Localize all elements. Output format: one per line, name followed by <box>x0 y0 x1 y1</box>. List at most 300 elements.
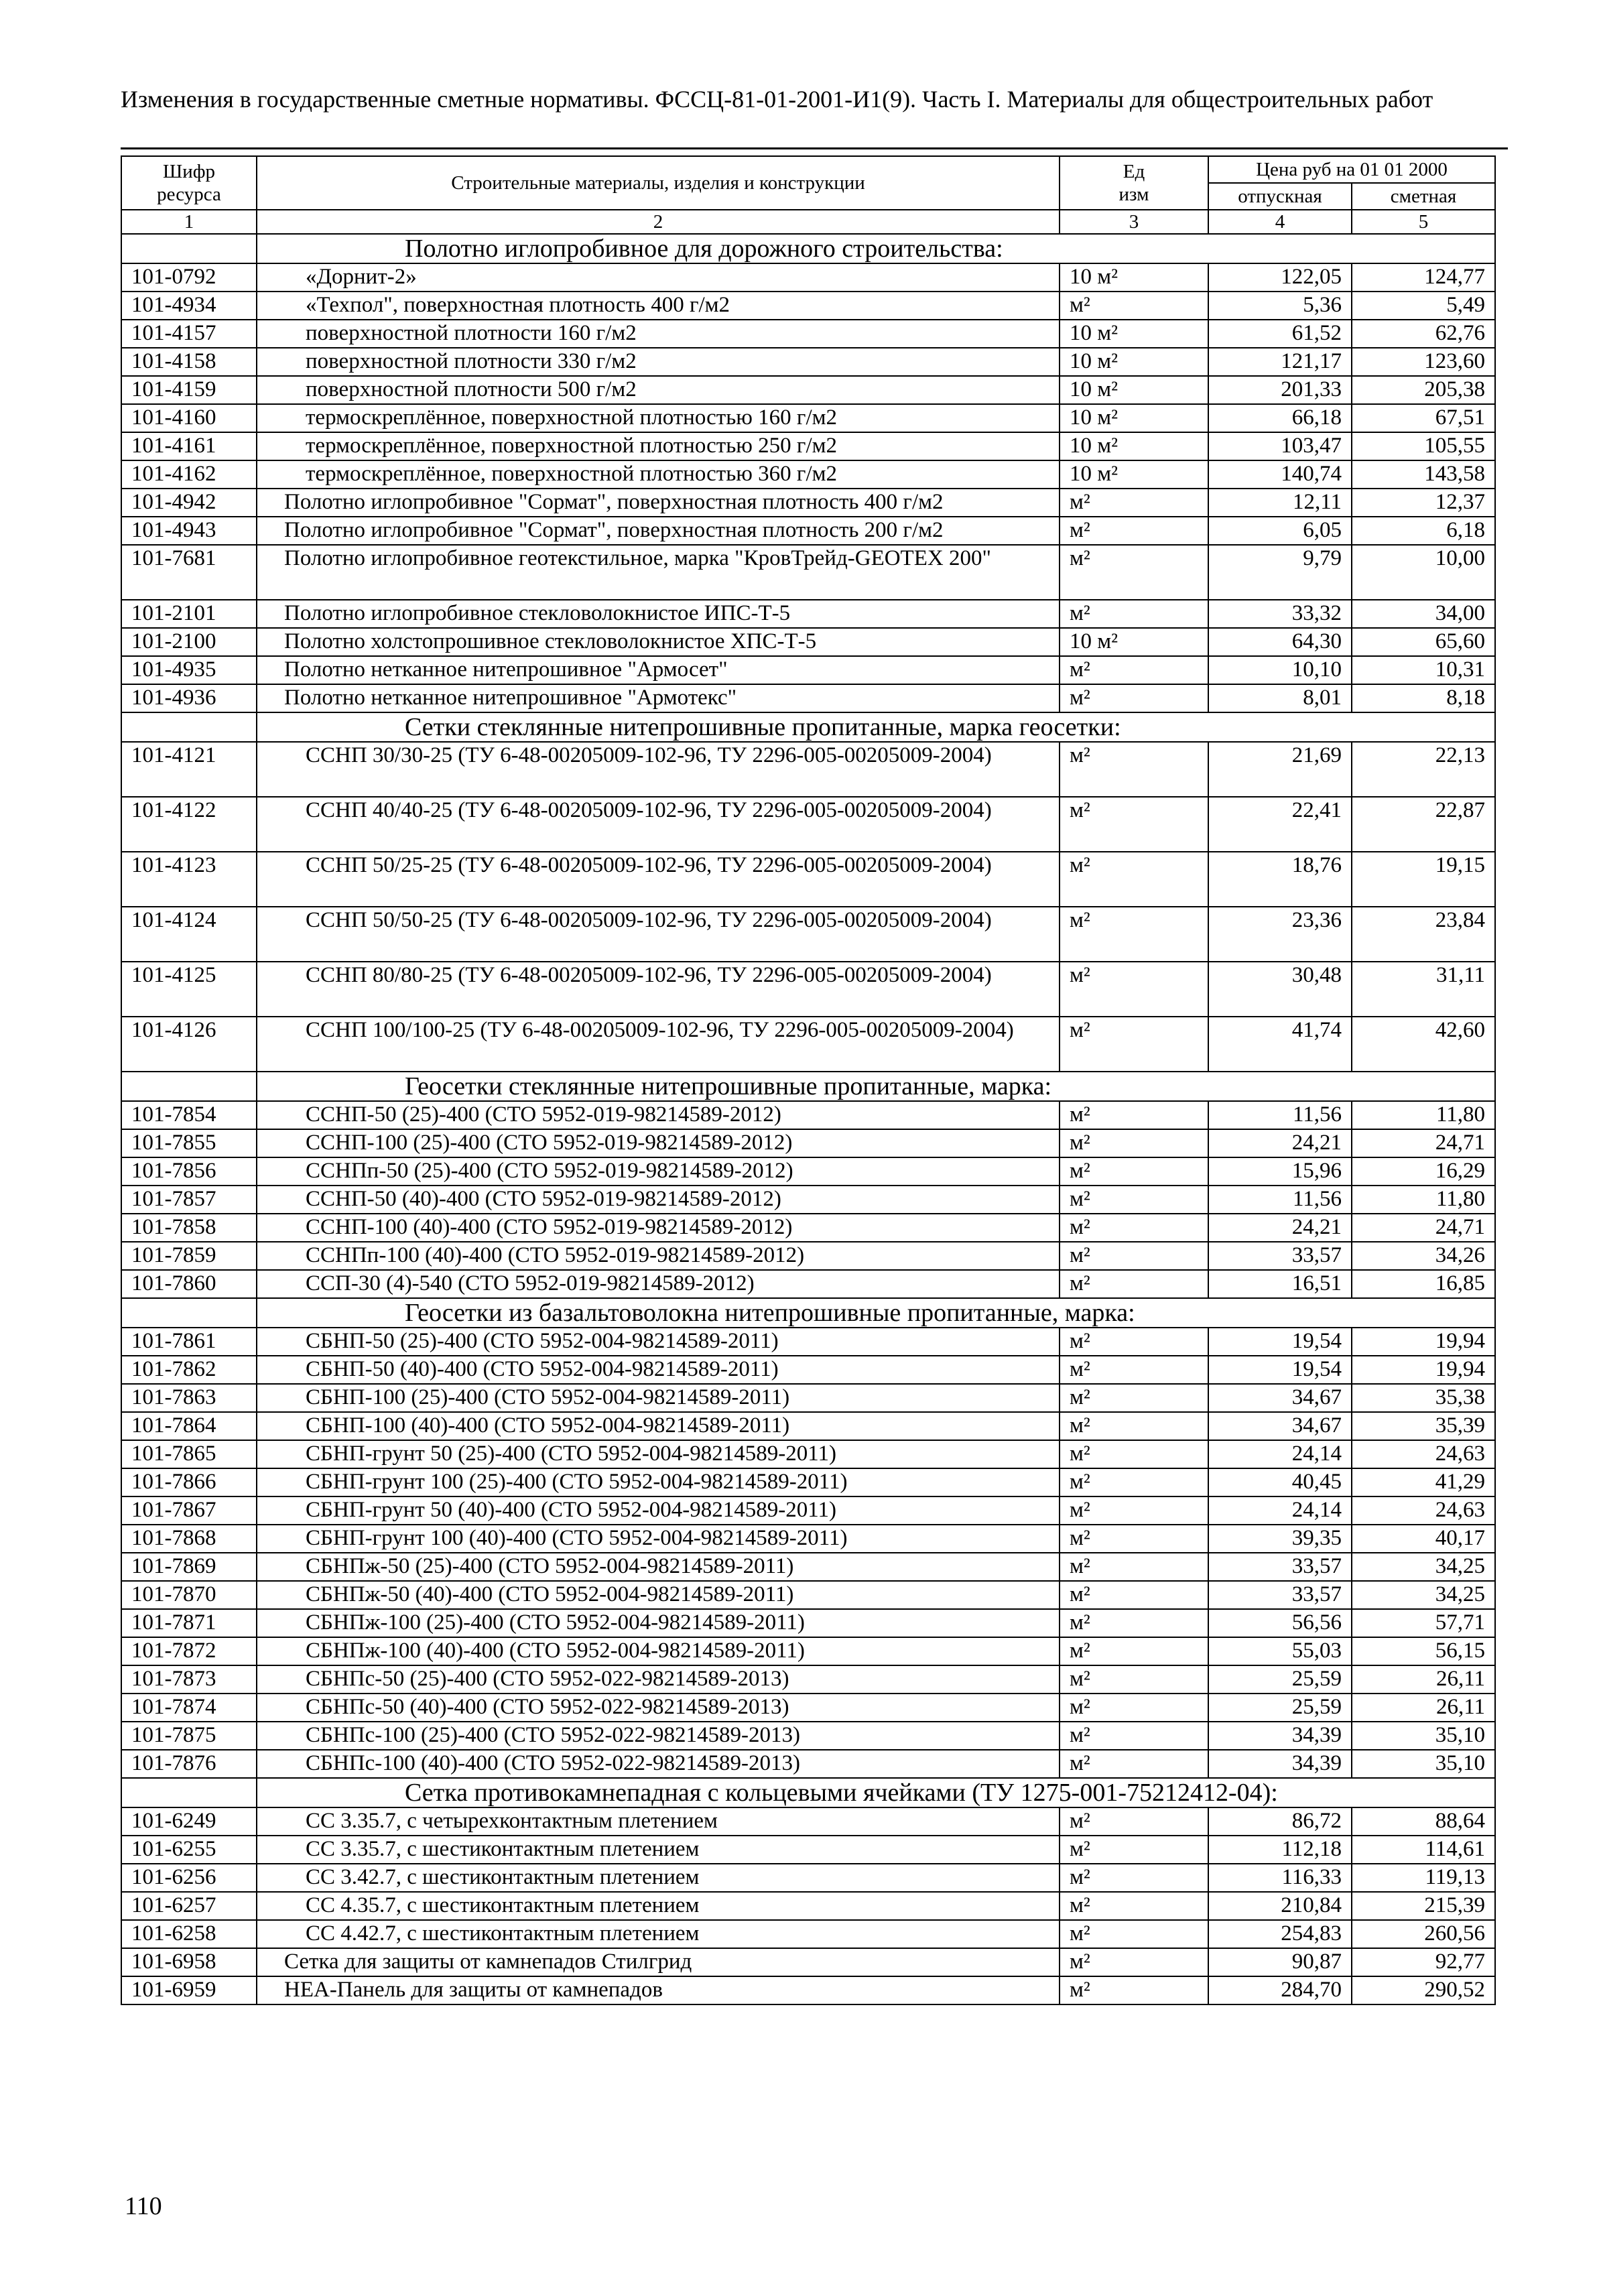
unit-cell: м² <box>1060 1242 1208 1270</box>
resource-code-cell: 101-7860 <box>121 1270 257 1298</box>
unit-cell: м² <box>1060 684 1208 712</box>
section-header-row <box>121 1298 1495 1328</box>
release-price-cell: 33,32 <box>1208 600 1352 628</box>
unit-cell: м² <box>1060 1525 1208 1553</box>
release-price-cell: 24,14 <box>1208 1440 1352 1468</box>
unit-cell: м² <box>1060 489 1208 517</box>
material-name-cell: СБНП-грунт 100 (40)-400 (СТО 5952-004-98214589-2011) <box>257 1525 1060 1553</box>
resource-code-cell: 101-4936 <box>121 684 257 712</box>
col-number-5: 5 <box>1352 210 1495 234</box>
section-empty-cell <box>121 1298 257 1328</box>
col-number-3: 3 <box>1060 210 1208 234</box>
unit-cell: м² <box>1060 1214 1208 1242</box>
estimate-price-cell: 42,60 <box>1352 1017 1495 1072</box>
unit-cell: м² <box>1060 1637 1208 1665</box>
estimate-price-cell: 123,60 <box>1352 348 1495 376</box>
release-price-cell: 55,03 <box>1208 1637 1352 1665</box>
table-row <box>121 1892 1495 1920</box>
release-price-cell: 254,83 <box>1208 1920 1352 1948</box>
estimate-price-cell: 215,39 <box>1352 1892 1495 1920</box>
resource-code-cell: 101-7856 <box>121 1157 257 1186</box>
col-header-price-release: отпускная <box>1208 183 1352 210</box>
release-price-cell: 24,21 <box>1208 1129 1352 1157</box>
estimate-price-cell: 5,49 <box>1352 292 1495 320</box>
estimate-price-cell: 34,00 <box>1352 600 1495 628</box>
unit-cell: м² <box>1060 545 1208 600</box>
resource-code-cell: 101-4934 <box>121 292 257 320</box>
material-name-cell: ССНП-50 (25)-400 (СТО 5952-019-98214589-2012) <box>257 1101 1060 1129</box>
estimate-price-cell: 11,80 <box>1352 1101 1495 1129</box>
unit-cell: м² <box>1060 656 1208 684</box>
estimate-price-cell: 26,11 <box>1352 1694 1495 1722</box>
col-header-code-line1: Шифр <box>162 161 216 182</box>
table-row <box>121 489 1495 517</box>
unit-cell: м² <box>1060 1722 1208 1750</box>
col-number-1: 1 <box>121 210 257 234</box>
unit-cell: м² <box>1060 852 1208 907</box>
release-price-cell: 33,57 <box>1208 1553 1352 1581</box>
table-row <box>121 1242 1495 1270</box>
resource-code-cell: 101-6959 <box>121 1976 257 2004</box>
material-name-cell: поверхностной плотности 500 г/м2 <box>257 376 1060 404</box>
material-name-cell: ССНП 30/30-25 (ТУ 6-48-00205009-102-96, ТУ 2296-005-00205009-2004) <box>257 742 1060 797</box>
material-name-cell: Полотно нетканное нитепрошивное "Армосет" <box>257 656 1060 684</box>
section-empty-cell <box>121 1072 257 1101</box>
resource-code-cell: 101-4158 <box>121 348 257 376</box>
table-row <box>121 1525 1495 1553</box>
release-price-cell: 22,41 <box>1208 797 1352 852</box>
unit-cell: м² <box>1060 1948 1208 1976</box>
table-row <box>121 1581 1495 1609</box>
table-row <box>121 1807 1495 1836</box>
resource-code-cell: 101-6255 <box>121 1836 257 1864</box>
estimate-price-cell: 11,80 <box>1352 1186 1495 1214</box>
col-header-price-estimate: сметная <box>1352 183 1495 210</box>
table-row <box>121 1440 1495 1468</box>
table-row <box>121 1468 1495 1496</box>
unit-cell: 10 м² <box>1060 404 1208 432</box>
material-name-cell: СБНПс-100 (40)-400 (СТО 5952-022-98214589-2013) <box>257 1750 1060 1778</box>
material-name-cell: СБНП-50 (40)-400 (СТО 5952-004-98214589-2011) <box>257 1356 1060 1384</box>
section-title: Геосетки из базальтоволокна нитепрошивные пропитанные, марка: <box>257 1298 1495 1328</box>
table-row <box>121 797 1495 852</box>
resource-code-cell: 101-7865 <box>121 1440 257 1468</box>
table-body <box>121 234 1495 2004</box>
unit-cell: м² <box>1060 1750 1208 1778</box>
resource-code-cell: 101-7858 <box>121 1214 257 1242</box>
release-price-cell: 5,36 <box>1208 292 1352 320</box>
release-price-cell: 61,52 <box>1208 320 1352 348</box>
estimate-price-cell: 12,37 <box>1352 489 1495 517</box>
table-row <box>121 1864 1495 1892</box>
release-price-cell: 64,30 <box>1208 628 1352 656</box>
release-price-cell: 140,74 <box>1208 460 1352 489</box>
material-name-cell: ССНП-100 (40)-400 (СТО 5952-019-98214589-2012) <box>257 1214 1060 1242</box>
material-name-cell: ССНП-100 (25)-400 (СТО 5952-019-98214589-2012) <box>257 1129 1060 1157</box>
release-price-cell: 284,70 <box>1208 1976 1352 2004</box>
resource-code-cell: 101-4159 <box>121 376 257 404</box>
resource-code-cell: 101-4942 <box>121 489 257 517</box>
resource-code-cell: 101-7862 <box>121 1356 257 1384</box>
unit-cell: м² <box>1060 1920 1208 1948</box>
section-empty-cell <box>121 712 257 742</box>
table-row <box>121 742 1495 797</box>
unit-cell: м² <box>1060 292 1208 320</box>
unit-cell: м² <box>1060 1384 1208 1412</box>
release-price-cell: 30,48 <box>1208 962 1352 1017</box>
section-title: Полотно иглопробивное для дорожного строительства: <box>257 234 1495 263</box>
release-price-cell: 24,14 <box>1208 1496 1352 1525</box>
material-name-cell: ССНПп-100 (40)-400 (СТО 5952-019-98214589-2012) <box>257 1242 1060 1270</box>
release-price-cell: 8,01 <box>1208 684 1352 712</box>
table-row <box>121 1722 1495 1750</box>
material-name-cell: СБНПж-100 (25)-400 (СТО 5952-004-98214589-2011) <box>257 1609 1060 1637</box>
release-price-cell: 41,74 <box>1208 1017 1352 1072</box>
table-row <box>121 1920 1495 1948</box>
resource-code-cell: 101-2100 <box>121 628 257 656</box>
unit-cell: 10 м² <box>1060 348 1208 376</box>
material-name-cell: СБНПж-50 (25)-400 (СТО 5952-004-98214589-2011) <box>257 1553 1060 1581</box>
unit-cell: м² <box>1060 1807 1208 1836</box>
resource-code-cell: 101-7872 <box>121 1637 257 1665</box>
release-price-cell: 39,35 <box>1208 1525 1352 1553</box>
section-header-row <box>121 1072 1495 1101</box>
material-name-cell: Полотно холстопрошивное стекловолокнистое ХПС-Т-5 <box>257 628 1060 656</box>
estimate-price-cell: 143,58 <box>1352 460 1495 489</box>
estimate-price-cell: 92,77 <box>1352 1948 1495 1976</box>
unit-cell: м² <box>1060 1412 1208 1440</box>
unit-cell: м² <box>1060 1609 1208 1637</box>
material-name-cell: «Дорнит-2» <box>257 263 1060 292</box>
unit-cell: м² <box>1060 1864 1208 1892</box>
resource-code-cell: 101-7868 <box>121 1525 257 1553</box>
resource-code-cell: 101-6249 <box>121 1807 257 1836</box>
table-row <box>121 1214 1495 1242</box>
table-row <box>121 432 1495 460</box>
estimate-price-cell: 260,56 <box>1352 1920 1495 1948</box>
table-row <box>121 1328 1495 1356</box>
resource-code-cell: 101-4162 <box>121 460 257 489</box>
material-name-cell: СС 4.35.7, с шестиконтактным плетением <box>257 1892 1060 1920</box>
resource-code-cell: 101-0792 <box>121 263 257 292</box>
col-header-code <box>121 156 257 210</box>
estimate-price-cell: 24,71 <box>1352 1214 1495 1242</box>
estimate-price-cell: 23,84 <box>1352 907 1495 962</box>
resource-code-cell: 101-4124 <box>121 907 257 962</box>
estimate-price-cell: 22,87 <box>1352 797 1495 852</box>
resource-code-cell: 101-7855 <box>121 1129 257 1157</box>
resource-code-cell: 101-6958 <box>121 1948 257 1976</box>
estimate-price-cell: 10,31 <box>1352 656 1495 684</box>
release-price-cell: 16,51 <box>1208 1270 1352 1298</box>
estimate-price-cell: 105,55 <box>1352 432 1495 460</box>
resource-code-cell: 101-7876 <box>121 1750 257 1778</box>
table-row <box>121 628 1495 656</box>
material-name-cell: поверхностной плотности 160 г/м2 <box>257 320 1060 348</box>
table-row <box>121 600 1495 628</box>
table-row <box>121 1836 1495 1864</box>
material-name-cell: ССНП 50/50-25 (ТУ 6-48-00205009-102-96, ТУ 2296-005-00205009-2004) <box>257 907 1060 962</box>
release-price-cell: 11,56 <box>1208 1186 1352 1214</box>
col-header-code-line2: ресурса <box>157 184 221 205</box>
material-name-cell: ССП-30 (4)-540 (СТО 5952-019-98214589-2012) <box>257 1270 1060 1298</box>
estimate-price-cell: 40,17 <box>1352 1525 1495 1553</box>
release-price-cell: 11,56 <box>1208 1101 1352 1129</box>
resource-code-cell: 101-7871 <box>121 1609 257 1637</box>
section-empty-cell <box>121 234 257 263</box>
table-row <box>121 1101 1495 1129</box>
resource-code-cell: 101-7870 <box>121 1581 257 1609</box>
material-name-cell: СБНП-100 (25)-400 (СТО 5952-004-98214589-2011) <box>257 1384 1060 1412</box>
material-name-cell: ССНПп-50 (25)-400 (СТО 5952-019-98214589-2012) <box>257 1157 1060 1186</box>
release-price-cell: 116,33 <box>1208 1864 1352 1892</box>
resource-code-cell: 101-7866 <box>121 1468 257 1496</box>
table-row <box>121 1017 1495 1072</box>
release-price-cell: 66,18 <box>1208 404 1352 432</box>
resource-code-cell: 101-4123 <box>121 852 257 907</box>
unit-cell: м² <box>1060 742 1208 797</box>
material-name-cell: «Техпол", поверхностная плотность 400 г/м2 <box>257 292 1060 320</box>
unit-cell: м² <box>1060 1440 1208 1468</box>
resource-code-cell: 101-7875 <box>121 1722 257 1750</box>
release-price-cell: 15,96 <box>1208 1157 1352 1186</box>
material-name-cell: СС 3.42.7, с шестиконтактным плетением <box>257 1864 1060 1892</box>
table-row <box>121 1384 1495 1412</box>
table-row <box>121 1496 1495 1525</box>
estimate-price-cell: 124,77 <box>1352 263 1495 292</box>
resource-code-cell: 101-4126 <box>121 1017 257 1072</box>
estimate-price-cell: 57,71 <box>1352 1609 1495 1637</box>
material-name-cell: Полотно иглопробивное геотекстильное, марка "КровТрейд-GEOTEX 200" <box>257 545 1060 600</box>
resource-code-cell: 101-4160 <box>121 404 257 432</box>
col-number-2: 2 <box>257 210 1060 234</box>
unit-cell: м² <box>1060 1017 1208 1072</box>
table-row <box>121 1129 1495 1157</box>
resource-code-cell: 101-7861 <box>121 1328 257 1356</box>
section-empty-cell <box>121 1778 257 1807</box>
table-header <box>121 156 1495 234</box>
table-row <box>121 1412 1495 1440</box>
material-name-cell: СС 4.42.7, с шестиконтактным плетением <box>257 1920 1060 1948</box>
release-price-cell: 18,76 <box>1208 852 1352 907</box>
estimate-price-cell: 34,26 <box>1352 1242 1495 1270</box>
estimate-price-cell: 119,13 <box>1352 1864 1495 1892</box>
material-name-cell: термоскреплённое, поверхностной плотностью 160 г/м2 <box>257 404 1060 432</box>
section-title: Геосетки стеклянные нитепрошивные пропитанные, марка: <box>257 1072 1495 1101</box>
estimate-price-cell: 19,94 <box>1352 1356 1495 1384</box>
material-name-cell: ССНП 40/40-25 (ТУ 6-48-00205009-102-96, ТУ 2296-005-00205009-2004) <box>257 797 1060 852</box>
material-name-cell: СБНПж-100 (40)-400 (СТО 5952-004-98214589-2011) <box>257 1637 1060 1665</box>
resource-code-cell: 101-2101 <box>121 600 257 628</box>
material-name-cell: НЕА-Панель для защиты от камнепадов <box>257 1976 1060 2004</box>
release-price-cell: 56,56 <box>1208 1609 1352 1637</box>
resource-code-cell: 101-6258 <box>121 1920 257 1948</box>
material-name-cell: СБНПс-100 (25)-400 (СТО 5952-022-98214589-2013) <box>257 1722 1060 1750</box>
table-row <box>121 907 1495 962</box>
resource-code-cell: 101-7863 <box>121 1384 257 1412</box>
unit-cell: м² <box>1060 1270 1208 1298</box>
unit-cell: м² <box>1060 1892 1208 1920</box>
material-name-cell: СБНПж-50 (40)-400 (СТО 5952-004-98214589-2011) <box>257 1581 1060 1609</box>
material-name-cell: поверхностной плотности 330 г/м2 <box>257 348 1060 376</box>
release-price-cell: 12,11 <box>1208 489 1352 517</box>
resource-code-cell: 101-7873 <box>121 1665 257 1694</box>
materials-price-table <box>121 155 1496 2005</box>
estimate-price-cell: 24,63 <box>1352 1496 1495 1525</box>
release-price-cell: 21,69 <box>1208 742 1352 797</box>
unit-cell: м² <box>1060 1186 1208 1214</box>
col-number-4: 4 <box>1208 210 1352 234</box>
release-price-cell: 19,54 <box>1208 1328 1352 1356</box>
table-row <box>121 404 1495 432</box>
unit-cell: м² <box>1060 1581 1208 1609</box>
table-row <box>121 545 1495 600</box>
estimate-price-cell: 19,94 <box>1352 1328 1495 1356</box>
estimate-price-cell: 19,15 <box>1352 852 1495 907</box>
release-price-cell: 86,72 <box>1208 1807 1352 1836</box>
estimate-price-cell: 205,38 <box>1352 376 1495 404</box>
estimate-price-cell: 56,15 <box>1352 1637 1495 1665</box>
release-price-cell: 10,10 <box>1208 656 1352 684</box>
estimate-price-cell: 16,29 <box>1352 1157 1495 1186</box>
release-price-cell: 33,57 <box>1208 1581 1352 1609</box>
material-name-cell: термоскреплённое, поверхностной плотностью 250 г/м2 <box>257 432 1060 460</box>
unit-cell: м² <box>1060 517 1208 545</box>
estimate-price-cell: 41,29 <box>1352 1468 1495 1496</box>
material-name-cell: ССНП 100/100-25 (ТУ 6-48-00205009-102-96, ТУ 2296-005-00205009-2004) <box>257 1017 1060 1072</box>
resource-code-cell: 101-4935 <box>121 656 257 684</box>
release-price-cell: 19,54 <box>1208 1356 1352 1384</box>
table-row <box>121 962 1495 1017</box>
material-name-cell: СБНП-100 (40)-400 (СТО 5952-004-98214589-2011) <box>257 1412 1060 1440</box>
material-name-cell: Полотно иглопробивное "Сормат", поверхностная плотность 200 г/м2 <box>257 517 1060 545</box>
resource-code-cell: 101-7869 <box>121 1553 257 1581</box>
resource-code-cell: 101-7681 <box>121 545 257 600</box>
resource-code-cell: 101-7857 <box>121 1186 257 1214</box>
table-row <box>121 460 1495 489</box>
release-price-cell: 121,17 <box>1208 348 1352 376</box>
material-name-cell: СБНПс-50 (40)-400 (СТО 5952-022-98214589-2013) <box>257 1694 1060 1722</box>
release-price-cell: 34,39 <box>1208 1722 1352 1750</box>
resource-code-cell: 101-6257 <box>121 1892 257 1920</box>
estimate-price-cell: 35,38 <box>1352 1384 1495 1412</box>
estimate-price-cell: 62,76 <box>1352 320 1495 348</box>
unit-cell: м² <box>1060 1468 1208 1496</box>
unit-cell: м² <box>1060 797 1208 852</box>
material-name-cell: СБНП-грунт 50 (40)-400 (СТО 5952-004-98214589-2011) <box>257 1496 1060 1525</box>
estimate-price-cell: 26,11 <box>1352 1665 1495 1694</box>
resource-code-cell: 101-6256 <box>121 1864 257 1892</box>
document-header <box>121 83 1515 115</box>
material-name-cell: Сетка для защиты от камнепадов Стилгрид <box>257 1948 1060 1976</box>
col-header-unit-line1: Ед <box>1123 161 1145 182</box>
release-price-cell: 34,67 <box>1208 1412 1352 1440</box>
table-row <box>121 1553 1495 1581</box>
material-name-cell: термоскреплённое, поверхностной плотностью 360 г/м2 <box>257 460 1060 489</box>
estimate-price-cell: 6,18 <box>1352 517 1495 545</box>
material-name-cell: ССНП 50/25-25 (ТУ 6-48-00205009-102-96, ТУ 2296-005-00205009-2004) <box>257 852 1060 907</box>
estimate-price-cell: 290,52 <box>1352 1976 1495 2004</box>
estimate-price-cell: 35,10 <box>1352 1722 1495 1750</box>
unit-cell: м² <box>1060 1356 1208 1384</box>
estimate-price-cell: 24,71 <box>1352 1129 1495 1157</box>
unit-cell: 10 м² <box>1060 376 1208 404</box>
release-price-cell: 103,47 <box>1208 432 1352 460</box>
resource-code-cell: 101-4943 <box>121 517 257 545</box>
resource-code-cell: 101-4122 <box>121 797 257 852</box>
table-row <box>121 1750 1495 1778</box>
unit-cell: 10 м² <box>1060 460 1208 489</box>
release-price-cell: 6,05 <box>1208 517 1352 545</box>
unit-cell: м² <box>1060 600 1208 628</box>
header-rule <box>121 147 1508 149</box>
release-price-cell: 24,21 <box>1208 1214 1352 1242</box>
section-header-row <box>121 234 1495 263</box>
estimate-price-cell: 114,61 <box>1352 1836 1495 1864</box>
material-name-cell: СБНПс-50 (25)-400 (СТО 5952-022-98214589-2013) <box>257 1665 1060 1694</box>
estimate-price-cell: 67,51 <box>1352 404 1495 432</box>
resource-code-cell: 101-7867 <box>121 1496 257 1525</box>
resource-code-cell: 101-7874 <box>121 1694 257 1722</box>
unit-cell: м² <box>1060 1553 1208 1581</box>
unit-cell: 10 м² <box>1060 320 1208 348</box>
col-header-price: Цена руб на 01 01 2000 <box>1208 156 1495 183</box>
release-price-cell: 122,05 <box>1208 263 1352 292</box>
section-title: Сетки стеклянные нитепрошивные пропитанные, марка геосетки: <box>257 712 1495 742</box>
table-row <box>121 1694 1495 1722</box>
unit-cell: м² <box>1060 1328 1208 1356</box>
material-name-cell: СБНП-50 (25)-400 (СТО 5952-004-98214589-2011) <box>257 1328 1060 1356</box>
release-price-cell: 201,33 <box>1208 376 1352 404</box>
col-header-unit-line2: изм <box>1118 184 1149 205</box>
section-header-row <box>121 712 1495 742</box>
estimate-price-cell: 88,64 <box>1352 1807 1495 1836</box>
table-row <box>121 1609 1495 1637</box>
unit-cell: м² <box>1060 1129 1208 1157</box>
table-row <box>121 1637 1495 1665</box>
table-row <box>121 1356 1495 1384</box>
table-row <box>121 292 1495 320</box>
release-price-cell: 40,45 <box>1208 1468 1352 1496</box>
table-row <box>121 656 1495 684</box>
document-title: Изменения в государственные сметные нормативы. ФССЦ-81-01-2001-И1(9). Часть I. Материалы для общестроительных работ <box>121 86 1433 113</box>
table-row <box>121 320 1495 348</box>
table-row <box>121 1976 1495 2004</box>
unit-cell: м² <box>1060 1101 1208 1129</box>
release-price-cell: 9,79 <box>1208 545 1352 600</box>
unit-cell: м² <box>1060 1694 1208 1722</box>
unit-cell: м² <box>1060 1496 1208 1525</box>
table-row <box>121 852 1495 907</box>
estimate-price-cell: 35,39 <box>1352 1412 1495 1440</box>
unit-cell: м² <box>1060 1665 1208 1694</box>
material-name-cell: ССНП-50 (40)-400 (СТО 5952-019-98214589-2012) <box>257 1186 1060 1214</box>
estimate-price-cell: 31,11 <box>1352 962 1495 1017</box>
resource-code-cell: 101-4125 <box>121 962 257 1017</box>
table-row <box>121 263 1495 292</box>
material-name-cell: Полотно иглопробивное стекловолокнистое ИПС-Т-5 <box>257 600 1060 628</box>
unit-cell: м² <box>1060 907 1208 962</box>
unit-cell: 10 м² <box>1060 628 1208 656</box>
section-header-row <box>121 1778 1495 1807</box>
estimate-price-cell: 65,60 <box>1352 628 1495 656</box>
page-number: 110 <box>125 2192 162 2220</box>
resource-code-cell: 101-4121 <box>121 742 257 797</box>
estimate-price-cell: 22,13 <box>1352 742 1495 797</box>
resource-code-cell: 101-7864 <box>121 1412 257 1440</box>
resource-code-cell: 101-4157 <box>121 320 257 348</box>
unit-cell: 10 м² <box>1060 432 1208 460</box>
